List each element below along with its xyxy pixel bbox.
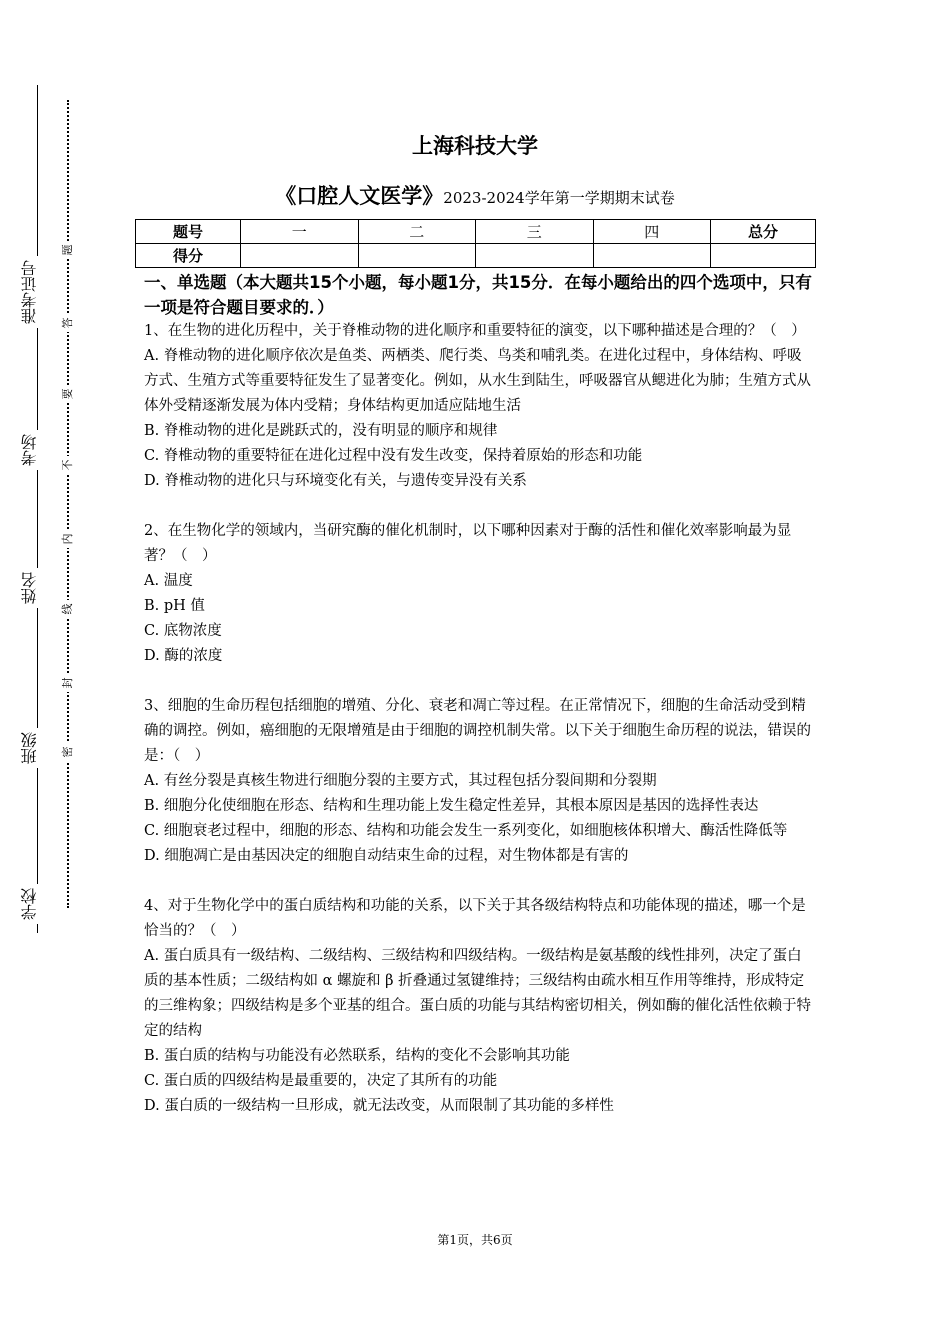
question-stem: 4、对于生物化学中的蛋白质结构和功能的关系，以下关于其各级结构特点和功能体现的描述，哪一个是恰当的？（ ） [144, 898, 806, 939]
score-cell [241, 244, 359, 268]
question-4 [144, 894, 816, 1119]
score-cell [358, 244, 476, 268]
field-class: 班级 [18, 728, 58, 768]
seal-char: 题 [61, 241, 75, 259]
seal-char: 线 [61, 600, 75, 618]
binding-margin [0, 0, 90, 1344]
section-title: 一、单选题（本大题共15个小题，每小题1分，共15分．在每小题给出的四个选项中，只有一项是符合题目要求的．） [144, 273, 812, 317]
question-list [144, 319, 816, 1144]
score-header-label: 题号 [136, 220, 241, 244]
question-option: A. 温度 [144, 573, 193, 589]
field-exam-number: 准考证号 [18, 256, 58, 328]
score-row-label: 得分 [136, 244, 241, 268]
seal-char: 不 [61, 456, 75, 474]
score-table-score-row [136, 244, 816, 268]
question-option: B. 蛋白质的结构与功能没有必然联系，结构的变化不会影响其功能 [144, 1048, 570, 1064]
question-option: A. 脊椎动物的进化顺序依次是鱼类、两栖类、爬行类、鸟类和哺乳类。在进化过程中，身体结构、呼吸方式、生殖方式等重要特征发生了显著变化。例如，从水生到陆生，呼吸器官从鳃进化为肺；生殖方式从体外受精逐渐发展为体内受精；身体结构更加适应陆地生活 [144, 348, 811, 414]
seal-char: 答 [61, 314, 75, 332]
question-option: C. 细胞衰老过程中，细胞的形态、结构和功能会发生一系列变化，如细胞核体积增大、酶活性降低等 [144, 823, 788, 839]
score-header-total: 总分 [711, 220, 816, 244]
question-3 [144, 694, 816, 869]
question-option: C. 底物浓度 [144, 623, 222, 639]
binding-line [37, 85, 38, 933]
seal-dotted-line [67, 100, 69, 908]
question-option: A. 蛋白质具有一级结构、二级结构、三级结构和四级结构。一级结构是氨基酸的线性排列，决定了蛋白质的基本性质；二级结构如 α 螺旋和 β 折叠通过氢键维持；三级结构由疏水相互作用等维持，形成特定的三维构象；四级结构是多个亚基的组合。蛋白质的功能与其结构密切相关，例如酶的催化活性依赖于特定的结构 [144, 948, 811, 1039]
question-option: B. 脊椎动物的进化是跳跃式的，没有明显的顺序和规律 [144, 423, 498, 439]
question-option: D. 脊椎动物的进化只与环境变化有关，与遗传变异没有关系 [144, 473, 527, 489]
question-option: D. 酶的浓度 [144, 648, 223, 664]
score-header-2: 二 [358, 220, 476, 244]
seal-char: 密 [61, 743, 75, 761]
question-stem: 1、在生物的进化历程中，关于脊椎动物的进化顺序和重要特征的演变，以下哪种描述是合理的？（ ） [144, 323, 806, 339]
question-stem: 2、在生物化学的领域内，当研究酶的催化机制时，以下哪种因素对于酶的活性和催化效率影响最为显著？（ ） [144, 523, 792, 564]
seal-char: 要 [61, 385, 75, 403]
question-2 [144, 519, 816, 669]
field-name: 姓名 [18, 568, 58, 608]
field-exam-room: 考场 [18, 430, 58, 470]
seal-char: 封 [61, 674, 75, 692]
question-1 [144, 319, 816, 494]
exam-term: 2023-2024学年第一学期期末试卷 [443, 189, 675, 207]
seal-char: 内 [61, 530, 75, 548]
question-option: D. 细胞凋亡是由基因决定的细胞自动结束生命的过程，对生物体都是有害的 [144, 848, 629, 864]
score-cell [476, 244, 594, 268]
score-header-1: 一 [241, 220, 359, 244]
question-stem: 3、细胞的生命历程包括细胞的增殖、分化、衰老和凋亡等过程。在正常情况下，细胞的生命活动受到精确的调控。例如，癌细胞的无限增殖是由于细胞的调控机制失常。以下关于细胞生命历程的说法，错误的是：（ ） [144, 698, 811, 764]
score-header-3: 三 [476, 220, 594, 244]
score-cell [593, 244, 711, 268]
score-header-4: 四 [593, 220, 711, 244]
score-table-header-row [136, 220, 816, 244]
question-option: A. 有丝分裂是真核生物进行细胞分裂的主要方式，其过程包括分裂间期和分裂期 [144, 773, 657, 789]
score-cell [711, 244, 816, 268]
university-title: 上海科技大学 [412, 134, 538, 158]
score-table [135, 219, 816, 268]
course-name: 《口腔人文医学》 [275, 184, 444, 208]
exam-title [144, 180, 806, 210]
question-option: C. 脊椎动物的重要特征在进化过程中没有发生改变，保持着原始的形态和功能 [144, 448, 643, 464]
question-option: B. 细胞分化使细胞在形态、结构和生理功能上发生稳定性差异，其根本原因是基因的选择性表达 [144, 798, 759, 814]
question-option: C. 蛋白质的四级结构是最重要的，决定了其所有的功能 [144, 1073, 498, 1089]
question-option: B. pH 值 [144, 598, 205, 614]
question-option: D. 蛋白质的一级结构一旦形成，就无法改变，从而限制了其功能的多样性 [144, 1098, 614, 1114]
page-footer: 第1页，共6页 [437, 1233, 513, 1247]
field-school: 学校 [18, 884, 58, 924]
